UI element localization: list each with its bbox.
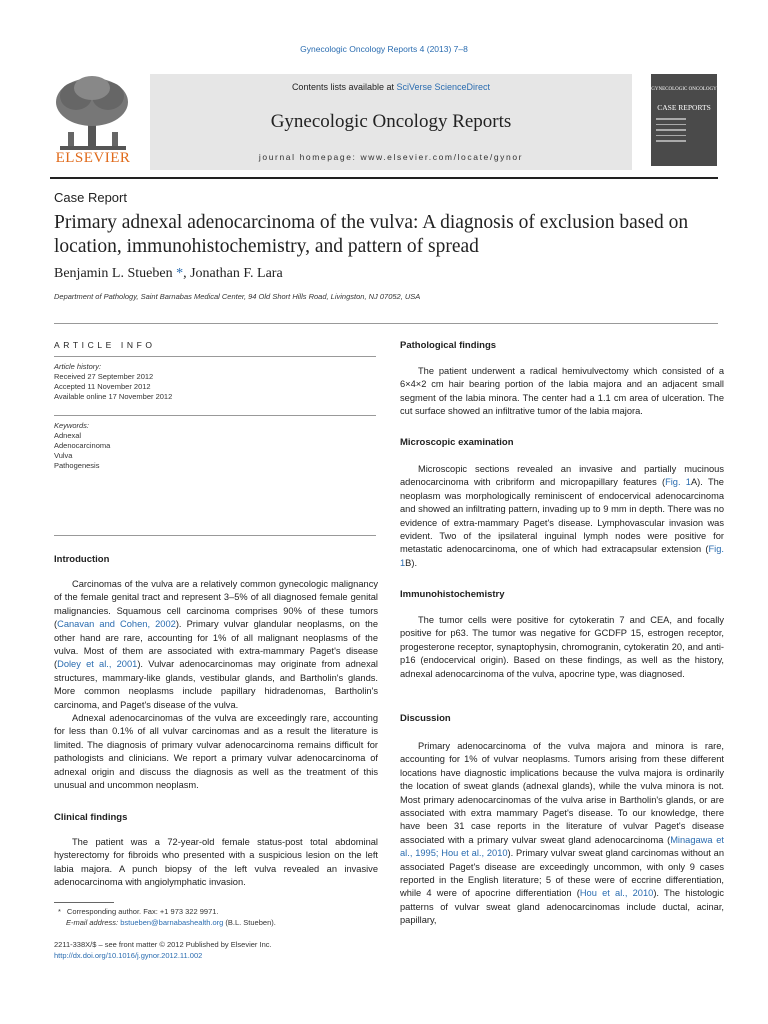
section-heading-immunohistochemistry: Immunohistochemistry	[400, 589, 505, 600]
email-link[interactable]: bstueben@barnabashealth.org	[120, 917, 224, 927]
sciencedirect-link[interactable]: SciVerse ScienceDirect	[396, 82, 491, 92]
corresponding-footnote: * Corresponding author. Fax: +1 973 322 9971.	[58, 907, 219, 916]
paragraph: The tumor cells were positive for cytokeratin 7 and CEA, and focally positive for p63. The tumor was negative for GCDFP 15, estrogen receptor, progesterone receptor, synaptophysin, chromogranin, cytokeratin 20, and anti-p16 (endocervical origin). Based on these findings, as well as the history, adnexal adenocarcinoma of the vulva, apocrine type, was diagnosed.	[400, 615, 724, 679]
cover-text-lines	[656, 118, 686, 146]
discussion-text	[400, 740, 724, 928]
contents-prefix: Contents lists available at	[291, 82, 397, 92]
microscopic-text	[400, 463, 724, 570]
email-footnote: E-mail address: bstueben@barnabashealth.org (B.L. Stueben).	[66, 917, 276, 927]
doi-link[interactable]: http://dx.doi.org/10.1016/j.gynor.2012.11.002	[54, 950, 203, 960]
citation-link[interactable]: Minagawa et al., 1995; Hou et al., 2010	[400, 834, 724, 859]
info-divider	[54, 535, 376, 536]
online-date: Available online 17 November 2012	[54, 392, 173, 401]
received-date: Received 27 September 2012	[54, 372, 154, 381]
history-label: Article history:	[54, 362, 102, 371]
footnotes	[54, 907, 378, 928]
article-type: Case Report	[54, 190, 127, 205]
keywords	[54, 421, 374, 471]
accepted-date: Accepted 11 November 2012	[54, 382, 151, 391]
header-divider	[50, 177, 718, 179]
cover-title: GYNECOLOGIC ONCOLOGY	[651, 87, 717, 92]
paragraph: Primary adenocarcinoma of the vulva majora and minora is rare, accounting for 1% of vulvar neoplasms. Tumors arising from these different locations have diagnostic implications because the vulva majora is ordinarily the location of sweat glands (adnexal glands), while the vulva minora is not. Most primary adenocarcinomas of the vulva arise in Bartholin's glands, or are associated with extra mammary Paget's disease. To our knowledge, there have been 31 case reports in the literature of vulvar Paget's disease associated with a primary vulvar sweat gland adenocarcinoma (Minagawa et al., 1995; Hou et al., 2010). Primary vulvar sweat gland carcinomas without an associated Paget's disease are exceedingly uncommon, with only 9 cases reported in the English literature; 5 of these were of eccrine differentiation, while 4 were of apocrine differentiation (Hou et al., 2010). The histologic patterns of vulvar sweat gland adenocarcinomas include ductal, acinar, papillary,	[400, 741, 724, 926]
paragraph: The patient underwent a radical hemivulvectomy which consisted of a 6×4×2 cm hair bearing portion of the labia majora and an adjacent small segment of the labia minora. The center had a 1.1 cm area of ulceration. The cut surface showed an infiltrative tumor of the labia majora.	[400, 366, 724, 417]
article-info-heading: ARTICLE INFO	[54, 340, 156, 350]
journal-homepage[interactable]: journal homepage: www.elsevier.com/locate/gynor	[258, 152, 524, 162]
keyword: Pathogenesis	[54, 461, 100, 470]
corresponding-author-mark[interactable]: *	[176, 266, 184, 281]
paragraph: Carcinomas of the vulva are a relatively common gynecologic malignancy of the female genital tract and represent 3–5% of all diagnosed female genital malignancies. Squamous cell carcinoma comprises 90% of these tumors (Canavan and Cohen, 2002). Primary vulvar glandular neoplasms, on the other hand are rare, accounting for 1% of all malignant neoplasms of the vulva. Most of them are associated with extra-mammary Paget's disease (Doley et al., 2001). Vulvar adenocarcinomas may originate from adnexal structures, mammary-like glands, vestibular glands, and Bartholin's glands. More common neoplasms include papillary hidradenomas, Bartholin's carcinoma, and Paget's disease of the vulva.	[54, 579, 378, 710]
keyword: Vulva	[54, 451, 73, 460]
keyword: Adnexal	[54, 431, 82, 440]
footnote-divider	[54, 902, 114, 903]
figure-link[interactable]: Fig. 1	[400, 544, 724, 568]
publication-info	[54, 940, 378, 961]
paragraph: Microscopic sections revealed an invasive and partially mucinous adenocarcinoma with cribriform and micropapillary features (Fig. 1A). The neoplasm was morphologically reminiscent of endocervical adenocarcinoma and showed an infiltrating pattern, invading up to 9 mm in depth. There was no evidence of extra-mammary Paget's disease. Lymphovascular invasion was evident. Two of the ipsilateral inguinal lymph nodes were positive for metastatic adenocarcinoma, one of which had extracapsular extension (Fig. 1B).	[400, 464, 724, 568]
paragraph: The patient was a 72-year-old female status-post total abdominal hysterectomy for fibroids who presented with a suspicious lesion on the left labia majora. A punch biopsy of the left vulva revealed an invasive adenocarcinoma with angiolymphatic invasion.	[54, 837, 378, 888]
publisher-name: ELSEVIER	[55, 150, 131, 166]
info-divider	[54, 415, 376, 416]
clinical-text	[54, 836, 378, 890]
citation-link[interactable]: Doley et al., 2001	[57, 659, 138, 670]
section-heading-discussion: Discussion	[400, 713, 451, 724]
citation-link[interactable]: Canavan and Cohen, 2002	[57, 619, 176, 630]
affiliation: Department of Pathology, Saint Barnabas Medical Center, 94 Old Short Hills Road, Livingston, NJ 07052, USA	[54, 292, 421, 301]
author-name: Benjamin L. Stueben	[54, 266, 173, 281]
issn: 2211-338X/$ – see front matter © 2012 Published by Elsevier Inc.	[54, 940, 272, 949]
section-divider	[54, 323, 718, 324]
section-heading-pathological: Pathological findings	[400, 340, 497, 351]
author-list	[54, 266, 283, 282]
article-title: Primary adnexal adenocarcinoma of the vulva: A diagnosis of exclusion based on location, immunohistochemistry, and pattern of spread	[54, 212, 689, 257]
section-heading-introduction: Introduction	[54, 554, 110, 565]
section-heading-microscopic: Microscopic examination	[400, 437, 514, 448]
paragraph: Adnexal adenocarcinomas of the vulva are exceedingly rare, accounting for less than 0.1% of all vulvar carcinomas and as a result the literature is limited. The diagnosis of primary vulvar adenocarcinoma remains difficult for pathologists and clinicians. We report a primary vulvar adenocarcinoma of adnexal origin and discuss the diagnosis as well as the treatment of this unusual and uncommon neoplasm.	[54, 713, 378, 791]
journal-reference[interactable]: Gynecologic Oncology Reports 4 (2013) 7–8	[300, 44, 468, 54]
article-history	[54, 362, 374, 402]
info-divider	[54, 356, 376, 357]
keywords-label: Keywords:	[54, 421, 90, 430]
immunohistochemistry-text	[400, 614, 724, 681]
tree-icon	[50, 74, 136, 152]
contents-line	[150, 82, 632, 92]
citation-link[interactable]: Hou et al., 2010	[579, 888, 654, 899]
pathological-text	[400, 365, 724, 419]
keyword: Adenocarcinoma	[54, 441, 111, 450]
section-heading-clinical: Clinical findings	[54, 812, 128, 823]
cover-subtitle: CASE REPORTS	[657, 103, 711, 112]
author-name: , Jonathan F. Lara	[183, 266, 283, 281]
journal-title: Gynecologic Oncology Reports	[270, 111, 512, 132]
figure-link[interactable]: Fig. 1	[665, 477, 691, 488]
introduction-text	[54, 578, 378, 793]
